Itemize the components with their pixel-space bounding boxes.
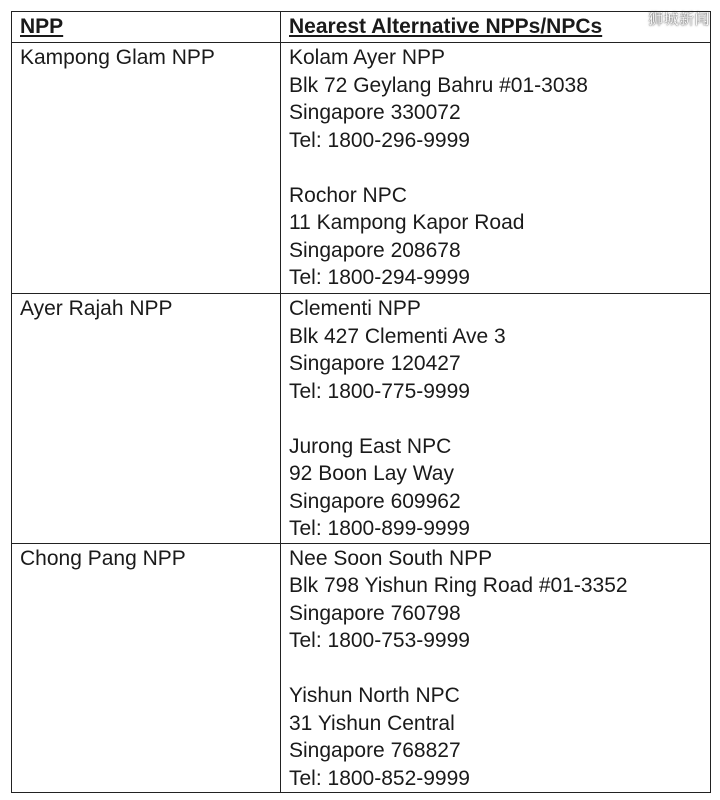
alt-address: Blk 798 Yishun Ring Road #01-3352 [289,574,628,597]
alternatives-cell [281,294,711,544]
alt-tel: Tel: 1800-852-9999 [289,766,470,790]
alt-tel: Tel: 1800-753-9999 [289,629,470,652]
watermark-text: 狮城新闻 [647,10,710,28]
npp-alternatives-table [11,11,711,793]
table-row [12,543,711,793]
alt-address: Blk 72 Geylang Bahru #01-3038 [289,73,588,97]
alternative-entry [289,182,702,292]
alt-tel: Tel: 1800-899-9999 [289,517,470,540]
table-row [12,43,711,294]
table-row [12,294,711,544]
alt-address: 11 Kampong Kapor Road [289,211,525,234]
alternatives-cell [281,43,711,294]
alt-postal: Singapore 760798 [289,601,461,625]
alt-postal: Singapore 120427 [289,352,461,375]
alt-tel: Tel: 1800-294-9999 [289,266,470,289]
npp-name: Chong Pang NPP [12,543,281,793]
npp-name: Kampong Glam NPP [12,43,281,294]
alternative-entry [289,682,702,792]
alt-address: 31 Yishun Central [289,711,455,735]
alternative-entry [289,433,702,543]
alternative-entry [289,295,702,405]
alt-name: Jurong East NPC [289,434,452,458]
alt-name: Nee Soon South NPP [289,546,493,570]
alt-name: Kolam Ayer NPP [289,46,446,69]
alt-name: Yishun North NPC [289,684,460,707]
alt-postal: Singapore 609962 [289,489,461,513]
alt-postal: Singapore 208678 [289,238,461,262]
alternatives-cell [281,543,711,793]
header-npp: NPP [12,12,281,43]
alternative-entry [289,44,702,154]
table-header-row [12,12,711,43]
alt-address: 92 Boon Lay Way [289,462,454,485]
alt-postal: Singapore 330072 [289,101,461,124]
alt-postal: Singapore 768827 [289,739,461,762]
header-alternatives: Nearest Alternative NPPs/NPCs [281,12,711,43]
alt-tel: Tel: 1800-775-9999 [289,379,470,403]
npp-name: Ayer Rajah NPP [12,294,281,544]
alt-tel: Tel: 1800-296-9999 [289,128,470,152]
alt-address: Blk 427 Clementi Ave 3 [289,324,506,348]
alternative-entry [289,545,702,655]
alt-name: Rochor NPC [289,183,407,207]
alt-name: Clementi NPP [289,297,421,320]
